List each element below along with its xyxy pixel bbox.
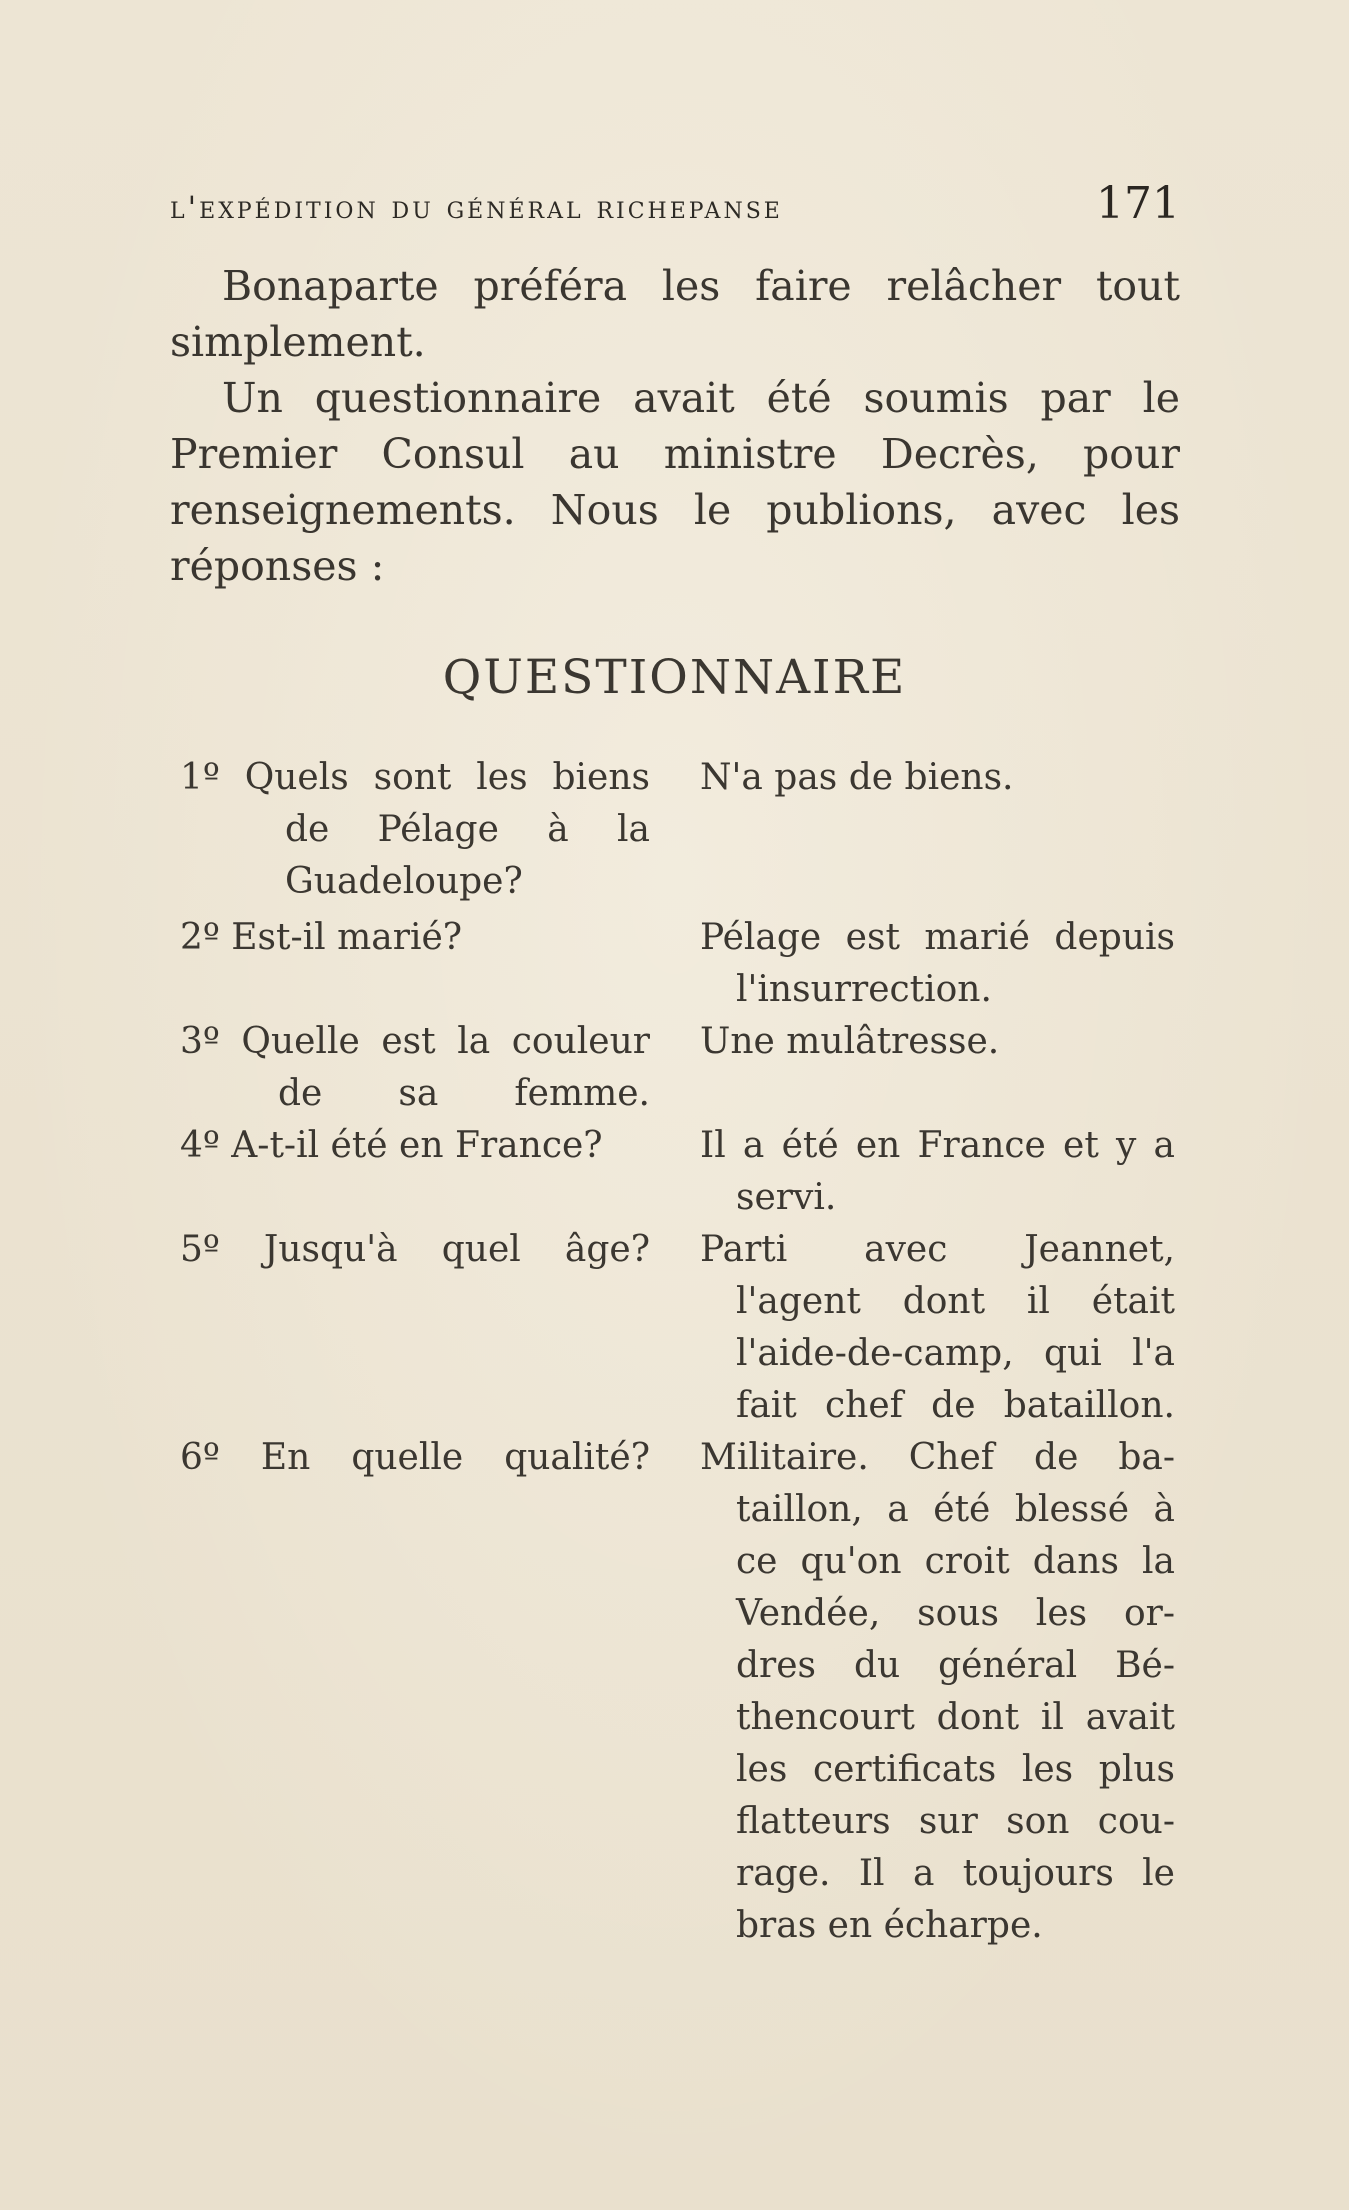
answer-6 bbox=[700, 1432, 1175, 1952]
question-line: 2º Est-il marié? bbox=[180, 917, 463, 958]
answer-line: servi. bbox=[736, 1177, 837, 1218]
question-line: 3º Quelle est la couleur bbox=[180, 1021, 650, 1062]
answer-4 bbox=[700, 1120, 1175, 1224]
answer-1 bbox=[700, 752, 1175, 804]
answer-line: l'agent dont il était bbox=[736, 1281, 1175, 1322]
answer-line: Parti avec Jeannet, bbox=[700, 1229, 1175, 1270]
answer-5 bbox=[700, 1224, 1175, 1432]
running-title: l'expédition du général richepanse bbox=[170, 190, 783, 226]
answer-line: Pélage est marié depuis bbox=[700, 917, 1175, 958]
question-line: de Pélage à la bbox=[285, 809, 650, 850]
question-3 bbox=[180, 1016, 650, 1120]
question-2 bbox=[180, 912, 650, 964]
question-line: Guadeloupe? bbox=[285, 861, 523, 902]
answer-line: Une mulâtresse. bbox=[700, 1021, 1000, 1062]
question-line: 1º Quels sont les biens bbox=[180, 757, 650, 798]
answer-line: l'aide-de-camp, qui l'a bbox=[736, 1333, 1175, 1374]
paragraph: Un questionnaire avait été soumis par le Premier Consul au ministre Decrès, pour renseignements. Nous le publions, avec les réponses : bbox=[170, 374, 1180, 590]
question-line: 6º En quelle qualité? bbox=[180, 1437, 650, 1478]
answer-line: N'a pas de biens. bbox=[700, 757, 1014, 798]
answer-3 bbox=[700, 1016, 1175, 1068]
section-heading: QUESTIONNAIRE bbox=[442, 650, 907, 705]
answer-line: dres du général Bé- bbox=[736, 1645, 1175, 1686]
answer-line: ce qu'on croit dans la bbox=[736, 1541, 1175, 1582]
question-line: 4º A-t-il été en France? bbox=[180, 1125, 603, 1166]
answer-2 bbox=[700, 912, 1175, 1016]
answer-line: l'insurrection. bbox=[736, 969, 992, 1010]
question-4 bbox=[180, 1120, 650, 1172]
answer-line: Militaire. Chef de ba- bbox=[700, 1437, 1175, 1478]
body-text bbox=[170, 258, 1180, 594]
question-5 bbox=[180, 1224, 650, 1276]
question-line: 5º Jusqu'à quel âge? bbox=[180, 1229, 650, 1270]
answer-line: fait chef de bataillon. bbox=[736, 1385, 1175, 1426]
page-number: 171 bbox=[1096, 178, 1180, 229]
question-line: de sa femme. bbox=[278, 1073, 650, 1114]
question-6 bbox=[180, 1432, 650, 1484]
answer-line: Il a été en France et y a bbox=[700, 1125, 1175, 1166]
paragraph: Bonaparte préféra les faire relâcher tout simplement. bbox=[170, 262, 1180, 366]
answer-line: bras en écharpe. bbox=[736, 1905, 1043, 1946]
answer-line: flatteurs sur son cou- bbox=[736, 1801, 1175, 1842]
answer-line: rage. Il a toujours le bbox=[736, 1853, 1175, 1894]
running-head bbox=[170, 178, 1180, 228]
question-1 bbox=[180, 752, 650, 908]
answer-line: thencourt dont il avait bbox=[736, 1697, 1175, 1738]
answer-line: Vendée, sous les or- bbox=[736, 1593, 1175, 1634]
answer-line: taillon, a été blessé à bbox=[736, 1489, 1175, 1530]
answer-line: les certificats les plus bbox=[736, 1749, 1175, 1790]
